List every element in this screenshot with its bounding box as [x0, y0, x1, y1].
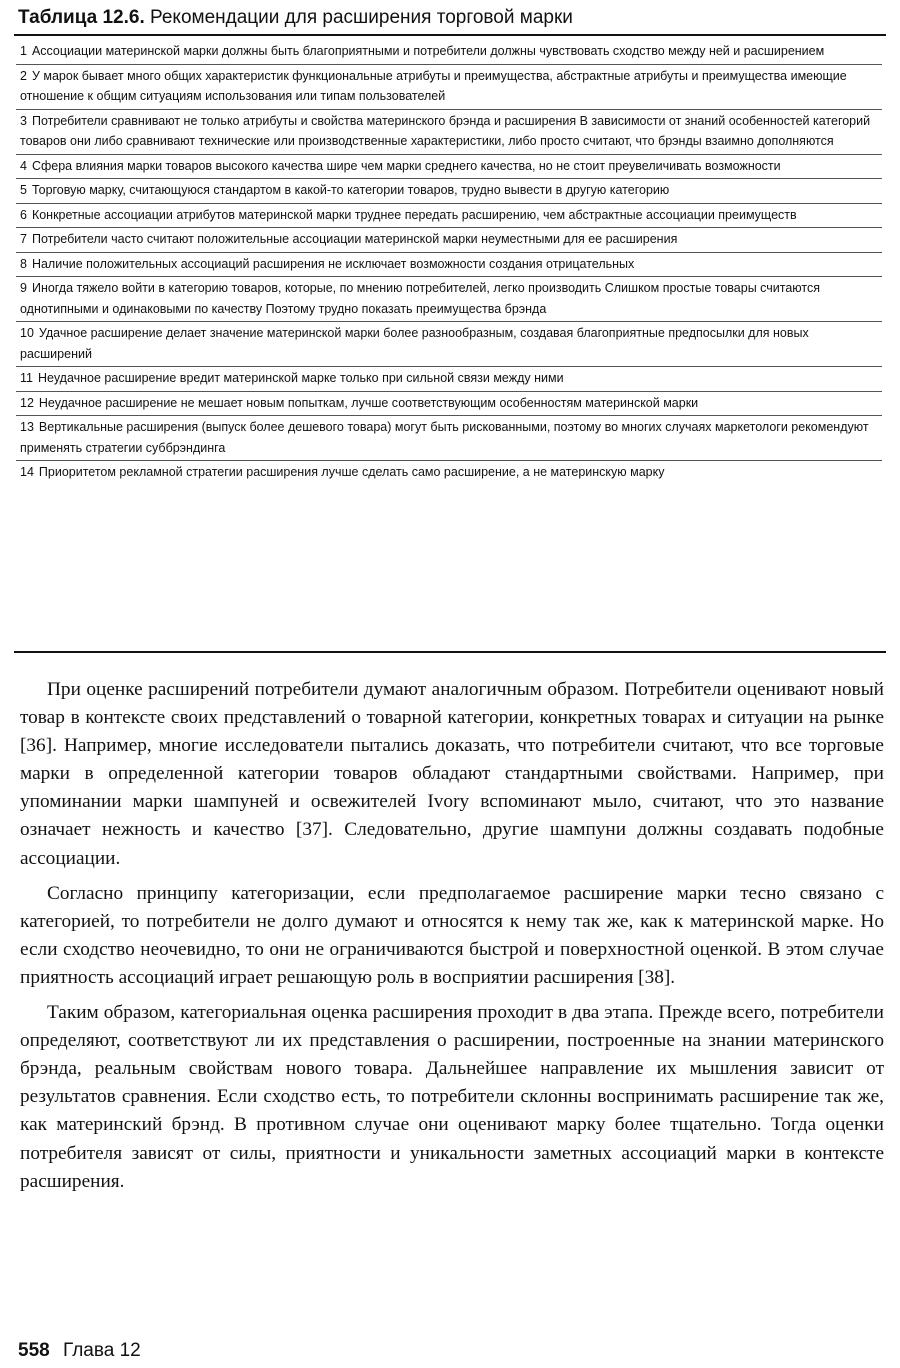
page-number: 558	[18, 1340, 50, 1361]
row-text: Иногда тяжело войти в категорию товаров, которые, по мнению потребителей, легко производить Слишком простые товары считаются однотипными и одинаковыми по качеству Поэтому трудно показать преимущества брэнда	[20, 281, 820, 316]
table-row	[16, 179, 882, 204]
row-number: 12	[20, 395, 34, 410]
body-text	[20, 676, 884, 1203]
row-text: Потребители сравнивают не только атрибуты и свойства материнского брэнда и расширения В зависимости от знаний особенностей категорий товаров они либо сравнивают технические или производственные характеристики, либо просто считают, что брэнды взаимно дополняются	[20, 113, 871, 148]
row-number: 11	[20, 371, 33, 385]
table-row	[16, 416, 882, 461]
table-row	[16, 392, 882, 417]
table-row	[16, 461, 882, 485]
table-caption	[18, 6, 878, 30]
row-number: 2	[20, 68, 27, 83]
row-number: 7	[20, 232, 27, 246]
row-text: Наличие положительных ассоциаций расширения не исключает возможности создания отрицательных	[31, 256, 635, 271]
paragraph: Согласно принципу категоризации, если предполагаемое расширение марки тесно связано с категорией, то потребители не долго думают и относятся к нему так же, как к материнской марке. Но если сходство неочевидно, то они не ограничиваются быстрой и поверхностной оценкой. В этом случае приятность ассоциаций играет решающую роль в восприятии расширения [38].	[20, 882, 884, 988]
row-text: Приоритетом рекламной стратегии расширения лучше сделать само расширение, а не материнскую марку	[38, 465, 665, 479]
row-number: 4	[20, 158, 27, 173]
row-text: Ассоциации материнской марки должны быть благоприятными и потребители должны чувствовать сходство между ней и расширением	[31, 44, 825, 58]
row-number: 9	[20, 281, 27, 295]
table-row	[16, 40, 882, 65]
page-footer	[18, 1339, 141, 1363]
table-row	[16, 65, 882, 110]
row-number: 13	[20, 420, 34, 434]
row-text: Вертикальные расширения (выпуск более дешевого товара) могут быть рискованными, поэтому во многих случаях маркетологи рекомендуют применять стратегии суббрэндинга	[20, 420, 869, 455]
row-number: 1	[20, 44, 27, 58]
row-text: Конкретные ассоциации атрибутов материнской марки труднее передать расширению, чем абстрактные ассоциации преимуществ	[31, 207, 797, 222]
table-row	[16, 322, 882, 367]
table-bottom-rule	[14, 651, 886, 653]
table-row	[16, 110, 882, 155]
table-row	[16, 367, 882, 392]
paragraph: При оценке расширений потребители думают аналогичным образом. Потребители оценивают новый товар в контексте своих представлений о товарной категории, конкретных товарах и ситуации на рынке [36]. Например, многие исследователи пытались доказать, что потребители считают, что все торговые марки в определенной категории товаров обладают стандартными свойствами. Например, при упоминании марки шампуней и освежителей Ivory вспоминают мыло, считают, что это название означает нежность и качество [37]. Следовательно, другие шампуни должны создавать подобные ассоциации.	[20, 679, 884, 869]
row-number: 5	[20, 183, 27, 197]
row-text: Торговую марку, считающуюся стандартом в какой-то категории товаров, трудно вывести в другую категорию	[31, 183, 670, 197]
row-text: Сфера влияния марки товаров высокого качества шире чем марки среднего качества, но не стоит преувеличивать возможности	[31, 158, 781, 173]
table-row	[16, 228, 882, 253]
row-text: Неудачное расширение не мешает новым попыткам, лучше соответствующим особенностям материнской марки	[38, 395, 699, 410]
row-number: 3	[20, 113, 27, 128]
chapter-label: Глава 12	[62, 1340, 141, 1361]
table-number: Таблица 12.6.	[18, 7, 145, 28]
row-number: 10	[20, 326, 34, 340]
row-text: У марок бывает много общих характеристик функциональные атрибуты и преимущества, абстрактные атрибуты и преимущества имеющие отношение к общим ситуациям использования или типам пользователей	[20, 68, 847, 103]
table-row	[16, 277, 882, 322]
paragraph: Таким образом, категориальная оценка расширения проходит в два этапа. Прежде всего, потребители определяют, соответствуют ли их представления о расширении, построенные на знании материнского брэнда, реальным свойствам нового товара. Дальнейшее направление их мышления зависит от результатов сравнения. Если сходство есть, то потребители склонны воспринимать расширение так же, как материнский брэнд. В противном случае они оценивают марку более тщательно. Тогда оценки потребителя зависят от силы, приятности и уникальности заметных ассоциаций марки в контексте расширения.	[20, 1002, 884, 1192]
recommendations-table	[16, 40, 882, 485]
table-title: Рекомендации для расширения торговой марки	[150, 7, 573, 28]
row-number: 14	[20, 465, 34, 479]
row-number: 6	[20, 207, 27, 222]
row-text: Удачное расширение делает значение материнской марки более разнообразным, создавая благоприятные предпосылки для новых расширений	[20, 326, 809, 361]
row-number: 8	[20, 256, 27, 271]
row-text: Неудачное расширение вредит материнской марке только при сильной связи между ними	[37, 371, 564, 385]
table-row	[16, 253, 882, 278]
table-top-rule	[14, 34, 886, 36]
row-text: Потребители часто считают положительные ассоциации материнской марки неуместными для ее расширения	[31, 232, 678, 246]
table-row	[16, 155, 882, 180]
table-row	[16, 204, 882, 229]
